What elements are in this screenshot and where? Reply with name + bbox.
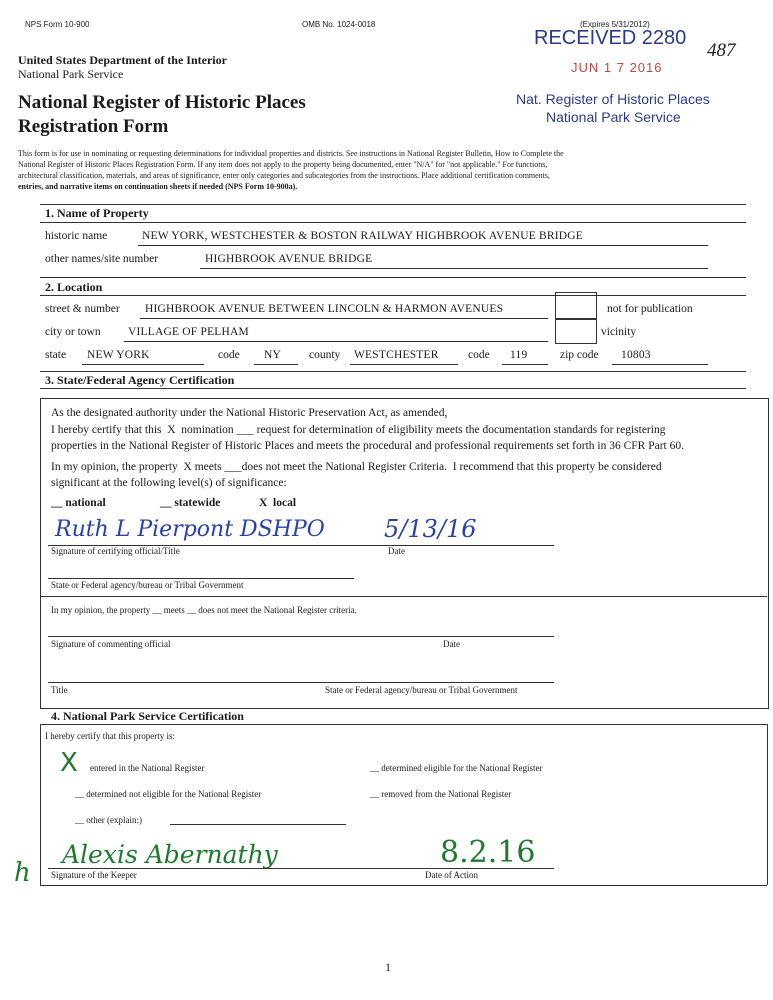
form-number: NPS Form 10-900 [25,20,90,29]
not-for-publication-checkbox[interactable] [555,292,597,320]
level-national: __ national [51,497,106,509]
authority-text: As the designated authority under the National Historic Preservation Act, as amended, [51,407,448,419]
level-local: X local [259,497,297,509]
nps-certify-text: I hereby certify that this property is: [45,731,175,741]
state-code-value: NY [264,349,282,361]
entered-check-mark: X [60,748,78,778]
other-names-value: HIGHBROOK AVENUE BRIDGE [205,253,373,265]
service: National Park Service [18,67,124,81]
omb-number: OMB No. 1024-0018 [302,20,376,29]
form-title-2: Registration Form [18,116,169,137]
state-code-label: code [218,349,240,361]
certify-line-1: I hereby certify that this X nomination ___ request for determination of eligibility meets the documentation standards for registering [51,424,666,436]
state-label: state [45,349,67,361]
stamp-org-1: Nat. Register of Historic Places [516,91,710,107]
action-date: 8.2.16 [440,835,536,870]
certify-line-2: properties in the National Register of Historic Places and meets the procedural and professional requirements set forth in 36 CFR Part 60. [51,440,684,452]
intro-line-4: entries, and narrative items on continuation sheets if needed (NPS Form 10-900a). [18,182,298,191]
county-code-label: code [468,349,490,361]
department: United States Department of the Interior [18,53,227,67]
zip-label: zip code [560,349,599,361]
intro-line-2: National Register of Historic Places Registration Form. If any item does not apply to the property being documented, enter "N/A" for "not applicable." For functions, [18,160,548,169]
stamp-org-2: National Park Service [546,109,681,125]
agency-2-label: State or Federal agency/bureau or Tribal Government [325,685,518,695]
other-label: __ other (explain:) [75,815,142,825]
keeper-initial: h [14,858,31,888]
keeper-signature: Alexis Abernathy [62,840,278,869]
historic-name-value: NEW YORK, WESTCHESTER & BOSTON RAILWAY HIGHBROOK AVENUE BRIDGE [142,230,583,242]
expiration: (Expires 5/31/2012) [580,20,650,29]
received-date: JUN 1 7 2016 [571,60,663,75]
section-1-title: 1. Name of Property [45,206,149,220]
entered-label: entered in the National Register [90,763,205,773]
historic-name-label: historic name [45,230,108,242]
commenting-date-label: Date [443,639,460,649]
certifying-signature: Ruth L Pierpont DSHPO [55,517,325,542]
not-for-publication-label: not for publication [607,303,693,315]
opinion-b-text: In my opinion, the property __ meets __ does not meet the National Register criteria. [51,605,357,615]
certifying-date-label: Date [388,546,405,556]
removed-label: __ removed from the National Register [370,789,512,799]
agency-label: State or Federal agency/bureau or Tribal Government [51,580,244,590]
certifying-signature-label: Signature of certifying official/Title [51,546,180,556]
intro-line-3: architectural classification, materials, and areas of significance, enter only categories and subcategories from the instructions. Place additional certification comments, [18,171,551,180]
certifying-date: 5/13/16 [384,515,477,543]
city-label: city or town [45,326,101,338]
vicinity-checkbox[interactable] [555,318,597,344]
county-value: WESTCHESTER [354,349,439,361]
keeper-label: Signature of the Keeper [51,870,137,880]
intro-line-1: This form is for use in nominating or requesting determinations for individual properties and districts. See instructions in National Register Bulletin, How to Complete the [18,149,564,158]
county-label: county [309,349,341,361]
handwritten-number: 487 [707,40,736,61]
title-label: Title [51,685,68,695]
page-number: 1 [385,960,391,974]
vicinity-label: vicinity [601,326,637,338]
section-3-title: 3. State/Federal Agency Certification [45,373,235,387]
received-stamp: RECEIVED 2280 [534,27,687,49]
street-value: HIGHBROOK AVENUE BETWEEN LINCOLN & HARMON AVENUES [145,303,504,315]
determined-eligible-label: __ determined eligible for the National Register [370,763,543,773]
state-value: NEW YORK [87,349,150,361]
form-title-1: National Register of Historic Places [18,92,306,113]
other-names-label: other names/site number [45,253,159,265]
opinion-line-2: significant at the following level(s) of significance: [51,477,287,489]
date-of-action-label: Date of Action [425,870,478,880]
section-2-title: 2. Location [45,280,103,294]
street-label: street & number [45,303,120,315]
city-value: VILLAGE OF PELHAM [128,326,249,338]
commenting-signature-label: Signature of commenting official [51,639,171,649]
opinion-line-1: In my opinion, the property X meets ___does not meet the National Register Criteria. I recommend that this property be considered [51,461,662,473]
county-code-value: 119 [510,349,528,361]
section-4-title: 4. National Park Service Certification [51,709,244,723]
level-statewide: __ statewide [160,497,221,509]
zip-value: 10803 [621,349,651,361]
not-eligible-label: __ determined not eligible for the National Register [75,789,262,799]
